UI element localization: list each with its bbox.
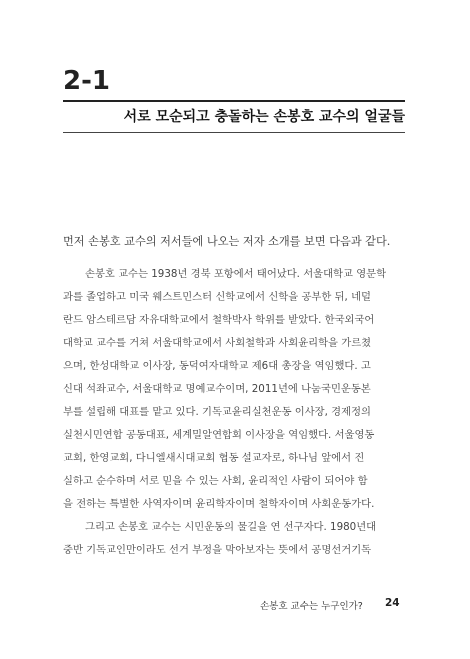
body-line: 실천시민연합 공동대표, 세계밀알연합회 이사장을 역임했다. 서울영동 [63, 429, 375, 441]
chapter-rule-bottom [63, 132, 405, 133]
footer-running-title: 손봉호 교수는 누구인가? [260, 601, 363, 612]
body-line: 대학교 교수를 거쳐 서울대학교에서 사회철학과 사회윤리학을 가르쳤 [63, 337, 372, 349]
body-line: 으며, 한성대학교 이사장, 동덕여자대학교 제6대 총장을 역임했다. 고 [63, 360, 371, 372]
body-text [63, 263, 405, 562]
chapter-rule-top [63, 100, 405, 102]
body-line: 과를 졸업하고 미국 웨스트민스터 신학교에서 신학을 공부한 뒤, 네덜 [63, 291, 371, 303]
body-line: 신대 석좌교수, 서울대학교 명예교수이며, 2011년에 나눔국민운동본 [63, 383, 371, 395]
body-line: 손봉호 교수는 1938년 경북 포항에서 태어났다. 서울대학교 영문학 [85, 268, 387, 280]
chapter-title: 서로 모순되고 충돌하는 손봉호 교수의 얼굴들 [123, 109, 405, 125]
page-number: 24 [385, 597, 400, 609]
chapter-number: 2-1 [63, 66, 110, 96]
body-line: 교회, 한영교회, 다니엘새시대교회 협동 설교자로, 하나님 앞에서 진 [63, 452, 365, 464]
body-line: 란드 암스테르담 자유대학교에서 철학박사 학위를 받았다. 한국외국어 [63, 314, 375, 326]
lead-paragraph: 먼저 손봉호 교수의 저서들에 나오는 저자 소개를 보면 다음과 같다. [63, 235, 391, 248]
body-line: 실하고 순수하며 서로 믿을 수 있는 사회, 윤리적인 사람이 되어야 함 [63, 475, 368, 487]
body-line: 그리고 손봉호 교수는 시민운동의 물길을 연 선구자다. 1980년대 [85, 521, 377, 533]
body-line: 을 전하는 특별한 사역자이며 윤리학자이며 철학자이며 사회운동가다. [63, 498, 375, 510]
body-line: 부를 설립해 대표를 맡고 있다. 기독교윤리실천운동 이사장, 경제정의 [63, 406, 371, 418]
body-line: 중반 기독교인만이라도 선거 부정을 막아보자는 뜻에서 공명선거기독 [63, 544, 372, 556]
